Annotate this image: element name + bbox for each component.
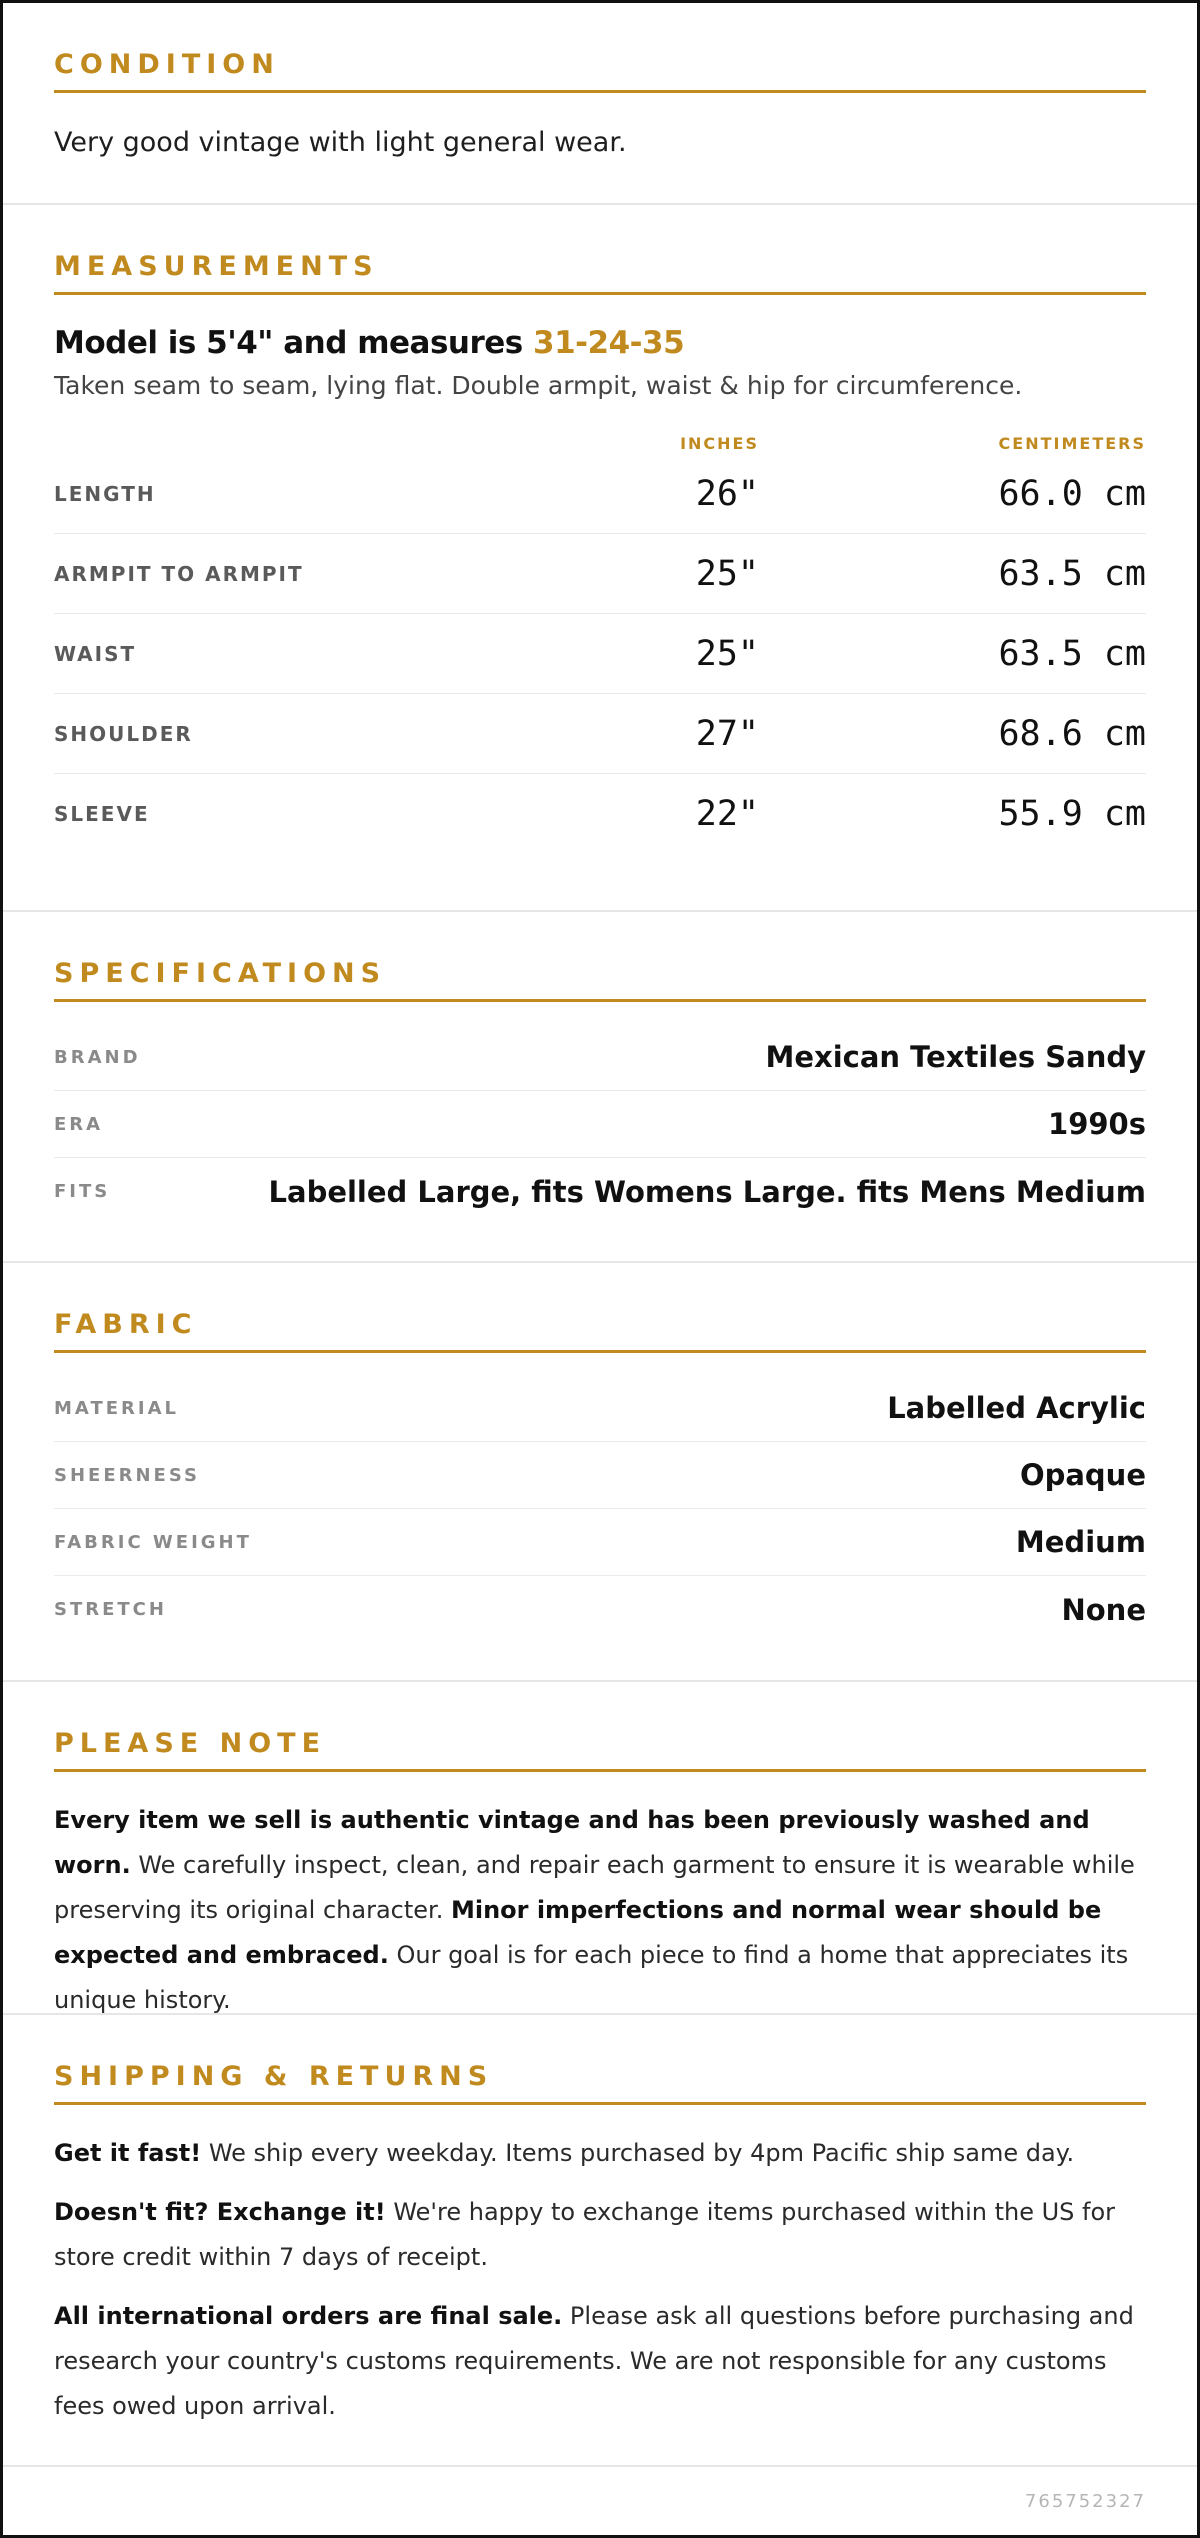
measure-label: SHOULDER <box>54 721 193 746</box>
shipping-returns-title: SHIPPING & RETURNS <box>54 2061 1146 2105</box>
spec-label: FITS <box>54 1181 111 1202</box>
spec-value: Mexican Textiles Sandy <box>765 1040 1146 1074</box>
measure-label: WAIST <box>54 641 137 666</box>
spec-label: ERA <box>54 1113 104 1135</box>
measurements-title: MEASUREMENTS <box>54 251 1146 295</box>
measure-inches: 27" <box>695 713 759 754</box>
note-bold-2: Minor imperfections and normal wear should be expected and embraced. <box>54 1896 1102 1969</box>
condition-text: Very good vintage with light general wear. <box>54 127 627 158</box>
header-spacer <box>54 434 569 454</box>
shipping-returns-section <box>3 2015 1197 2467</box>
note-text-2: Our goal is for each piece to find a home that appreciates its unique history. <box>54 1941 1129 2014</box>
list-item <box>54 1091 1146 1158</box>
model-info <box>54 325 1146 361</box>
fabric-value: Opaque <box>1019 1458 1146 1492</box>
model-measures: 31-24-35 <box>533 325 685 361</box>
measure-label: LENGTH <box>54 481 156 506</box>
please-note-title: PLEASE NOTE <box>54 1728 1146 1772</box>
column-centimeters: CENTIMETERS <box>998 434 1146 453</box>
fabric-list <box>54 1375 1146 1643</box>
fabric-section <box>3 1263 1197 1682</box>
specifications-list <box>54 1024 1146 1225</box>
list-item <box>54 1024 1146 1091</box>
column-inches: INCHES <box>680 434 759 453</box>
measure-inches: 25" <box>695 553 759 594</box>
table-row <box>54 454 1146 534</box>
fabric-label: MATERIAL <box>54 1397 179 1419</box>
fabric-value: Medium <box>1015 1525 1146 1559</box>
model-prefix: Model is 5'4" and measures <box>54 325 534 361</box>
note-text-1: We carefully inspect, clean, and repair each garment to ensure it is wearable while preserving its original character. <box>54 1851 1135 1924</box>
measure-cm: 66.0 cm <box>998 473 1146 514</box>
specifications-section <box>3 912 1197 1263</box>
table-row <box>54 614 1146 694</box>
list-item <box>54 1576 1146 1643</box>
table-row <box>54 774 1146 854</box>
note-bold-1: Every item we sell is authentic vintage and has been previously washed and worn. <box>54 1806 1090 1879</box>
shipping-text: We ship every weekday. Items purchased by 4pm Pacific ship same day. <box>201 2139 1075 2167</box>
measurements-table <box>54 454 1146 854</box>
international-bold: All international orders are final sale. <box>54 2302 563 2330</box>
measure-label: SLEEVE <box>54 802 150 826</box>
measure-inches: 25" <box>695 633 759 674</box>
international-text: Please ask all questions before purchasing and research your country's customs requirements. We are not responsible for any customs fees owed upon arrival. <box>54 2302 1134 2420</box>
fabric-label: STRETCH <box>54 1599 167 1620</box>
please-note-section <box>3 1682 1197 2015</box>
table-row <box>54 694 1146 774</box>
specifications-title: SPECIFICATIONS <box>54 958 1146 1002</box>
shipping-paragraph <box>54 2131 1146 2176</box>
measure-cm: 63.5 cm <box>998 633 1146 674</box>
table-row <box>54 534 1146 614</box>
measure-cm: 63.5 cm <box>998 553 1146 594</box>
spec-label: BRAND <box>54 1046 141 1068</box>
condition-title: CONDITION <box>54 49 1146 93</box>
measure-cm: 55.9 cm <box>998 794 1146 834</box>
list-item <box>54 1509 1146 1576</box>
measure-label: ARMPIT TO ARMPIT <box>54 561 304 586</box>
exchange-paragraph <box>54 2190 1146 2280</box>
footer <box>3 2467 1197 2536</box>
measurements-header <box>54 434 1146 454</box>
fabric-label: SHEERNESS <box>54 1464 200 1486</box>
list-item <box>54 1375 1146 1442</box>
fabric-title: FABRIC <box>54 1309 1146 1353</box>
please-note-text <box>54 1798 1146 2023</box>
spec-value: 1990s <box>1048 1107 1146 1141</box>
shipping-bold: Get it fast! <box>54 2139 202 2167</box>
exchange-bold: Doesn't fit? Exchange it! <box>54 2198 386 2226</box>
condition-section <box>3 3 1197 205</box>
fabric-label: FABRIC WEIGHT <box>54 1531 252 1553</box>
measure-inches: 22" <box>695 794 759 834</box>
list-item <box>54 1158 1146 1225</box>
exchange-text: We're happy to exchange items purchased within the US for store credit within 7 days of receipt. <box>54 2198 1116 2271</box>
fabric-value: None <box>1061 1592 1146 1627</box>
spec-value: Labelled Large, fits Womens Large. fits Mens Medium <box>268 1174 1146 1209</box>
product-sku: 765752327 <box>1024 2491 1146 2512</box>
measurements-section <box>3 205 1197 912</box>
measure-cm: 68.6 cm <box>998 713 1146 754</box>
fabric-value: Labelled Acrylic <box>887 1391 1146 1425</box>
list-item <box>54 1442 1146 1509</box>
measurements-description: Taken seam to seam, lying flat. Double armpit, waist & hip for circumference. <box>54 371 1023 400</box>
international-paragraph <box>54 2294 1146 2429</box>
measure-inches: 26" <box>695 473 759 514</box>
